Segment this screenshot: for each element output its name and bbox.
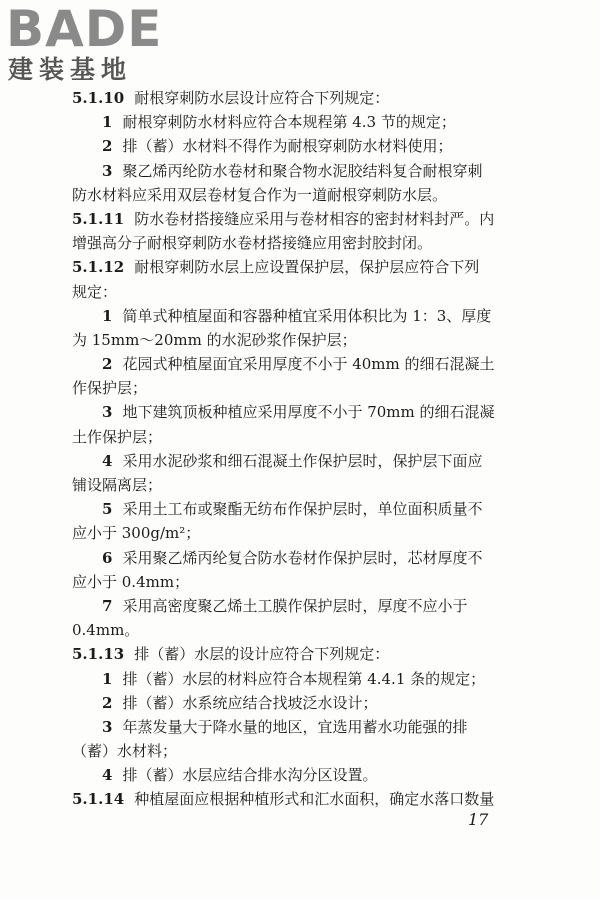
continuation-line — [72, 280, 524, 304]
item-number: 2 — [102, 355, 113, 374]
line-text: 采用土工布或聚酯无纺布作保护层时，单位面积质量不 — [122, 500, 483, 519]
line-text: 耐根穿刺防水层上应设置保护层，保护层应符合下列 — [134, 258, 480, 277]
item-line — [72, 763, 524, 787]
item-line — [72, 449, 524, 473]
clause-line — [72, 642, 524, 666]
item-line — [72, 497, 524, 521]
line-text: 种植屋面应根据种植形式和汇水面积，确定水落口数量 — [134, 790, 495, 809]
continuation-line — [72, 231, 524, 255]
item-line — [72, 134, 524, 158]
line-text: 0.4mm。 — [72, 621, 140, 640]
line-text: 采用高密度聚乙烯土工膜作保护层时，厚度不应小于 — [122, 596, 468, 615]
item-line — [72, 715, 524, 739]
item-line — [72, 546, 524, 570]
line-text: （蓄）水材料； — [72, 742, 178, 761]
line-text: 地下建筑顶板种植应采用厚度不小于 70mm 的细石混凝 — [122, 403, 495, 422]
item-number: 3 — [102, 717, 113, 736]
item-number: 3 — [102, 403, 113, 422]
clause-number: 5.1.14 — [72, 790, 125, 809]
clause-number: 5.1.11 — [72, 209, 125, 228]
line-text: 防水材料应采用双层卷材复合作为一道耐根穿刺防水层。 — [72, 185, 448, 204]
item-number: 4 — [102, 451, 113, 470]
line-text: 排（蓄）水系统应结合找坡泛水设计； — [122, 693, 378, 712]
clause-number: 5.1.10 — [72, 89, 125, 107]
line-text: 应小于 300g/m²； — [72, 524, 201, 543]
continuation-line — [72, 376, 524, 400]
clause-line — [72, 86, 524, 110]
continuation-line — [72, 618, 524, 642]
item-number: 1 — [102, 306, 113, 325]
line-text: 耐根穿刺防水层设计应符合下列规定： — [134, 89, 390, 107]
clause-line — [72, 255, 524, 279]
item-number: 5 — [102, 500, 113, 519]
item-line — [72, 594, 524, 618]
clause-line — [72, 787, 524, 811]
clause-number: 5.1.12 — [72, 258, 125, 277]
line-text: 花园式种植屋面宜采用厚度不小于 40mm 的细石混凝土 — [122, 355, 495, 374]
item-line — [72, 304, 524, 328]
line-text: 简单式种植屋面和容器种植宜采用体积比为 1：3、厚度 — [122, 306, 492, 325]
item-number: 4 — [102, 766, 113, 785]
line-text: 耐根穿刺防水材料应符合本规程第 4.3 节的规定； — [122, 113, 456, 132]
item-number: 3 — [102, 161, 113, 180]
item-number: 7 — [102, 596, 113, 615]
line-text: 为 15mm～20mm 的水泥砂浆作保护层； — [72, 330, 357, 349]
continuation-line — [72, 739, 524, 763]
line-text: 排（蓄）水材料不得作为耐根穿刺防水材料使用； — [122, 137, 453, 156]
logo-sub-text: 建装基地 — [8, 55, 133, 84]
continuation-line — [72, 473, 524, 497]
line-text: 应小于 0.4mm； — [72, 572, 190, 591]
line-text: 年蒸发量大于降水量的地区，宜选用蓄水功能强的排 — [122, 717, 468, 736]
continuation-line — [72, 521, 524, 545]
item-number: 2 — [102, 137, 113, 156]
clause-line — [72, 207, 524, 231]
item-line — [72, 159, 524, 183]
line-text: 作保护层； — [72, 379, 148, 398]
item-line — [72, 352, 524, 376]
brand-logo — [6, 0, 186, 86]
line-text: 排（蓄）水层的材料应符合本规程第 4.4.1 条的规定； — [122, 669, 486, 688]
logo-main-text: BADE — [6, 0, 163, 58]
line-text: 土作保护层； — [72, 427, 163, 446]
item-line — [72, 400, 524, 424]
line-text: 聚乙烯丙纶防水卷材和聚合物水泥胶结料复合耐根穿刺 — [122, 161, 483, 180]
line-text: 增强高分子耐根穿刺防水卷材搭接缝应用密封胶封闭。 — [72, 234, 433, 253]
item-number: 2 — [102, 693, 113, 712]
item-number: 1 — [102, 113, 113, 132]
continuation-line — [72, 425, 524, 449]
item-line — [72, 691, 524, 715]
line-text: 采用水泥砂浆和细石混凝土作保护层时，保护层下面应 — [122, 451, 483, 470]
clause-number: 5.1.13 — [72, 645, 125, 664]
document-body — [72, 86, 524, 812]
continuation-line — [72, 328, 524, 352]
item-line — [72, 110, 524, 134]
continuation-line — [72, 183, 524, 207]
line-text: 规定： — [72, 282, 118, 301]
continuation-line — [72, 570, 524, 594]
item-line — [72, 667, 524, 691]
line-text: 铺设隔离层； — [72, 476, 163, 494]
item-number: 1 — [102, 669, 113, 688]
line-text: 排（蓄）水层应结合排水沟分区设置。 — [122, 766, 378, 785]
line-text: 采用聚乙烯丙纶复合防水卷材作保护层时，芯材厚度不 — [122, 548, 483, 567]
item-number: 6 — [102, 548, 113, 567]
line-text: 排（蓄）水层的设计应符合下列规定： — [134, 645, 390, 664]
line-text: 防水卷材搭接缝应采用与卷材相容的密封材料封严。内 — [134, 209, 495, 228]
page-number: 17 — [468, 810, 489, 829]
